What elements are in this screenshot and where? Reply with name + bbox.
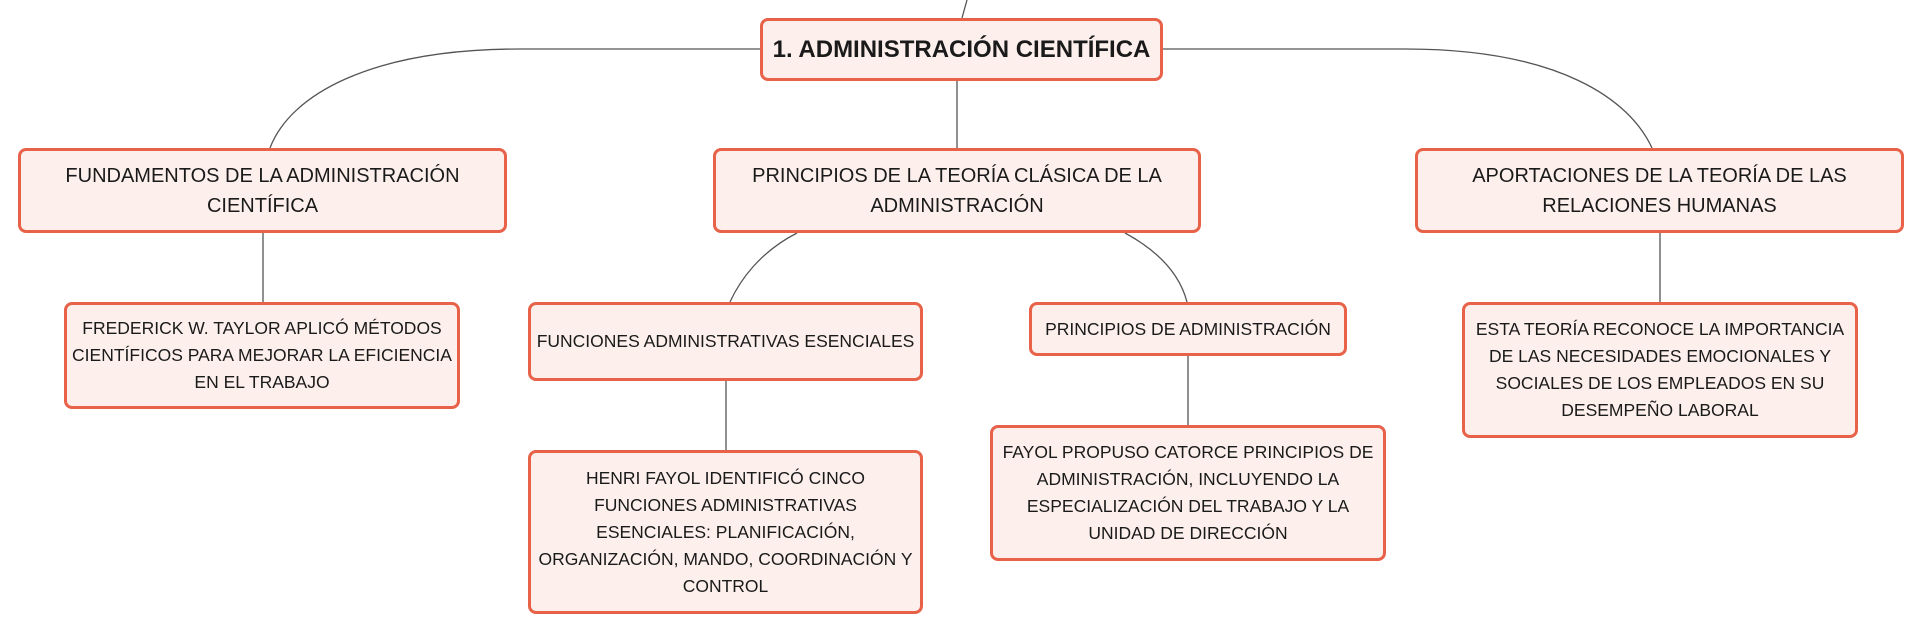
node-fundamentos-label: FUNDAMENTOS DE LA ADMINISTRACIÓN CIENTÍFICA [65, 164, 460, 217]
node-funciones-administrativas-label: FUNCIONES ADMINISTRATIVAS ESENCIALES [536, 331, 915, 351]
node-taylor[interactable] [64, 302, 460, 409]
node-fayol-principios-label: FAYOL PROPUSO CATORCE PRINCIPIOS DE ADMINISTRACIÓN, INCLUYENDO LA ESPECIALIZACIÓN DEL TRABAJO Y LA UNIDAD DE DIRECCIÓN [1002, 442, 1374, 543]
connector-principios-to-funciones [730, 233, 797, 302]
node-fundamentos[interactable] [18, 148, 507, 233]
node-fayol-funciones-label: HENRI FAYOL IDENTIFICÓ CINCO FUNCIONES ADMINISTRATIVAS ESENCIALES: PLANIFICACIÓN, ORGANIZACIÓN, MANDO, COORDINACIÓN Y CONTROL [538, 467, 913, 596]
connector-root-to-fundamentos [270, 49, 762, 148]
connector-principios-to-principios-admin [1125, 233, 1187, 302]
node-principios-administracion-label: PRINCIPIOS DE ADMINISTRACIÓN [1045, 318, 1331, 339]
connector-root-to-aportaciones [1162, 49, 1652, 148]
node-principios-administracion[interactable] [1029, 302, 1347, 356]
node-taylor-label: FREDERICK W. TAYLOR APLICÓ MÉTODOS CIENTÍFICOS PARA MEJORAR LA EFICIENCIA EN EL TRABAJO [72, 318, 452, 392]
node-relaciones-humanas-detalle[interactable] [1462, 302, 1858, 438]
connector-parent-to-root [962, 0, 967, 18]
node-principios-teoria-clasica-label: PRINCIPIOS DE LA TEORÍA CLÁSICA DE LA ADMINISTRACIÓN [752, 164, 1162, 217]
node-principios-teoria-clasica[interactable] [713, 148, 1201, 233]
node-aportaciones-label: APORTACIONES DE LA TEORÍA DE LAS RELACIONES HUMANAS [1472, 164, 1847, 217]
node-funciones-administrativas[interactable] [528, 302, 923, 381]
node-relaciones-humanas-detalle-label: ESTA TEORÍA RECONOCE LA IMPORTANCIA DE LAS NECESIDADES EMOCIONALES Y SOCIALES DE LOS EMPLEADOS EN SU DESEMPEÑO LABORAL [1475, 319, 1845, 420]
root-node[interactable] [760, 18, 1163, 81]
node-fayol-principios[interactable] [990, 425, 1386, 561]
node-aportaciones-relaciones-humanas[interactable] [1415, 148, 1904, 233]
root-node-label: 1. ADMINISTRACIÓN CIENTÍFICA [772, 35, 1151, 63]
node-fayol-funciones[interactable] [528, 450, 923, 614]
